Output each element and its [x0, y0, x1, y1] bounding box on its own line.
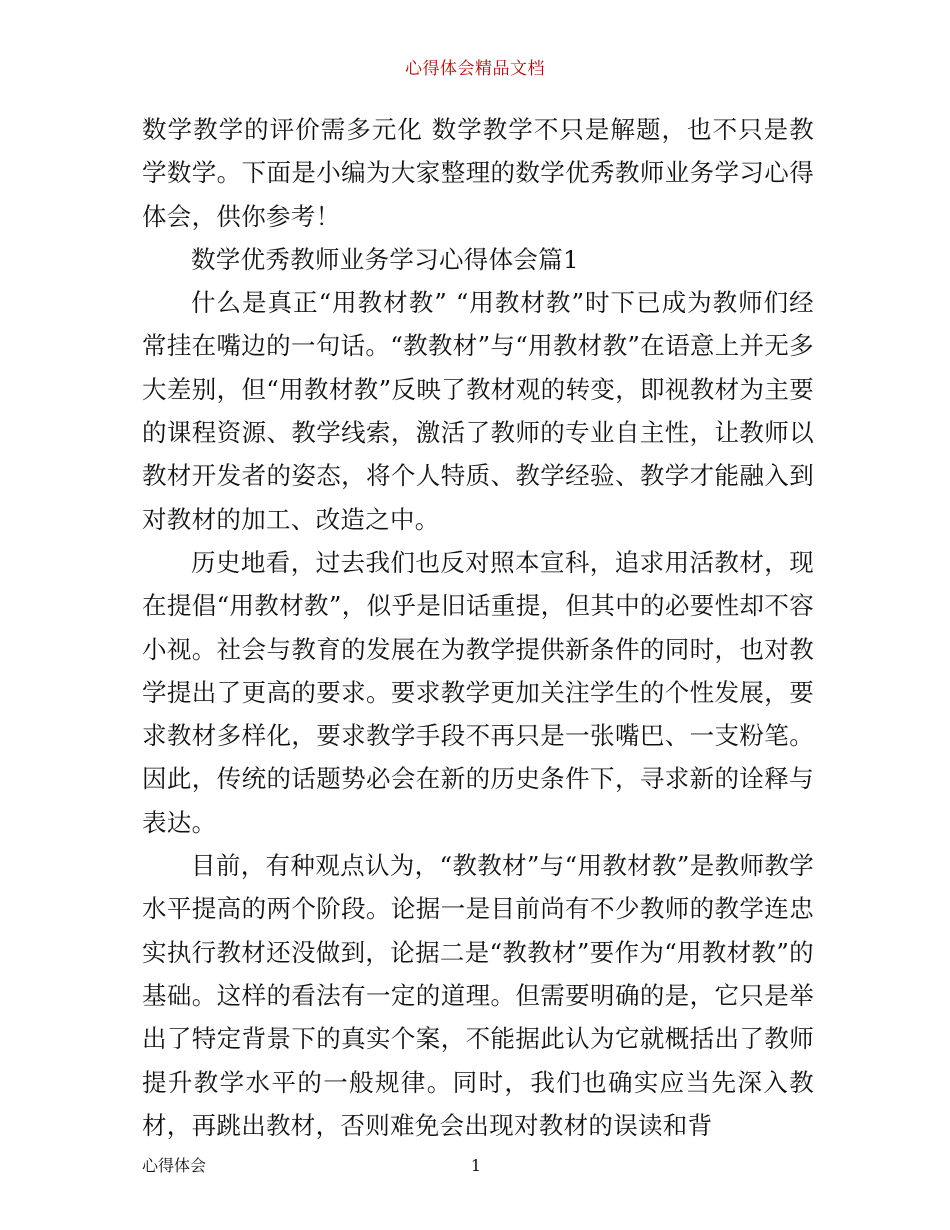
intro-paragraph: 数学教学的评价需多元化 数学教学不只是解题，也不只是教学数学。下面是小编为大家整理的数学优秀教师业务学习心得体会，供你参考！: [142, 115, 814, 231]
document-body: [142, 108, 814, 1147]
footer-label: 心得体会: [142, 1156, 207, 1175]
header-title: 心得体会精品文档: [405, 59, 545, 79]
body-paragraph: 目前，有种观点认为，“教教材”与“用教材教”是教师教学水平提高的两个阶段。论据一是目前尚有不少教师的教学连忠实执行教材还没做到，论据二是“教教材”要作为“用教材教”的基础。这样的看法有一定的道理。但需要明确的是，它只是举出了特定背景下的真实个案，不能据此认为它就概括出了教师提升教学水平的一般规律。同时，我们也确实应当先深入教材，再跳出教材，否则难免会出现对教材的误读和背: [142, 851, 814, 1140]
page-number: 1: [470, 1156, 482, 1175]
section-heading: 数学优秀教师业务学习心得体会篇1: [191, 244, 579, 274]
body-paragraph: 什么是真正“用教材教” “用教材教”时下已成为教师们经常挂在嘴边的一句话。“教教材”与“用教材教”在语意上并无多大差别，但“用教材教”反映了教材观的转变，即视教材为主要的课程资源、教学线索，激活了教师的专业自主性，让教师以教材开发者的姿态，将个人特质、教学经验、教学才能融入到对教材的加工、改造之中。: [142, 288, 814, 534]
body-paragraph: 历史地看，过去我们也反对照本宣科，追求用活教材，现在提倡“用教材教”，似乎是旧话重提，但其中的必要性却不容小视。社会与教育的发展在为教学提供新条件的同时，也对教学提出了更高的要求。要求教学更加关注学生的个性发展，要求教材多样化，要求教学手段不再只是一张嘴巴、一支粉笔。因此，传统的话题势必会在新的历史条件下，寻求新的诠释与表达。: [142, 547, 814, 837]
